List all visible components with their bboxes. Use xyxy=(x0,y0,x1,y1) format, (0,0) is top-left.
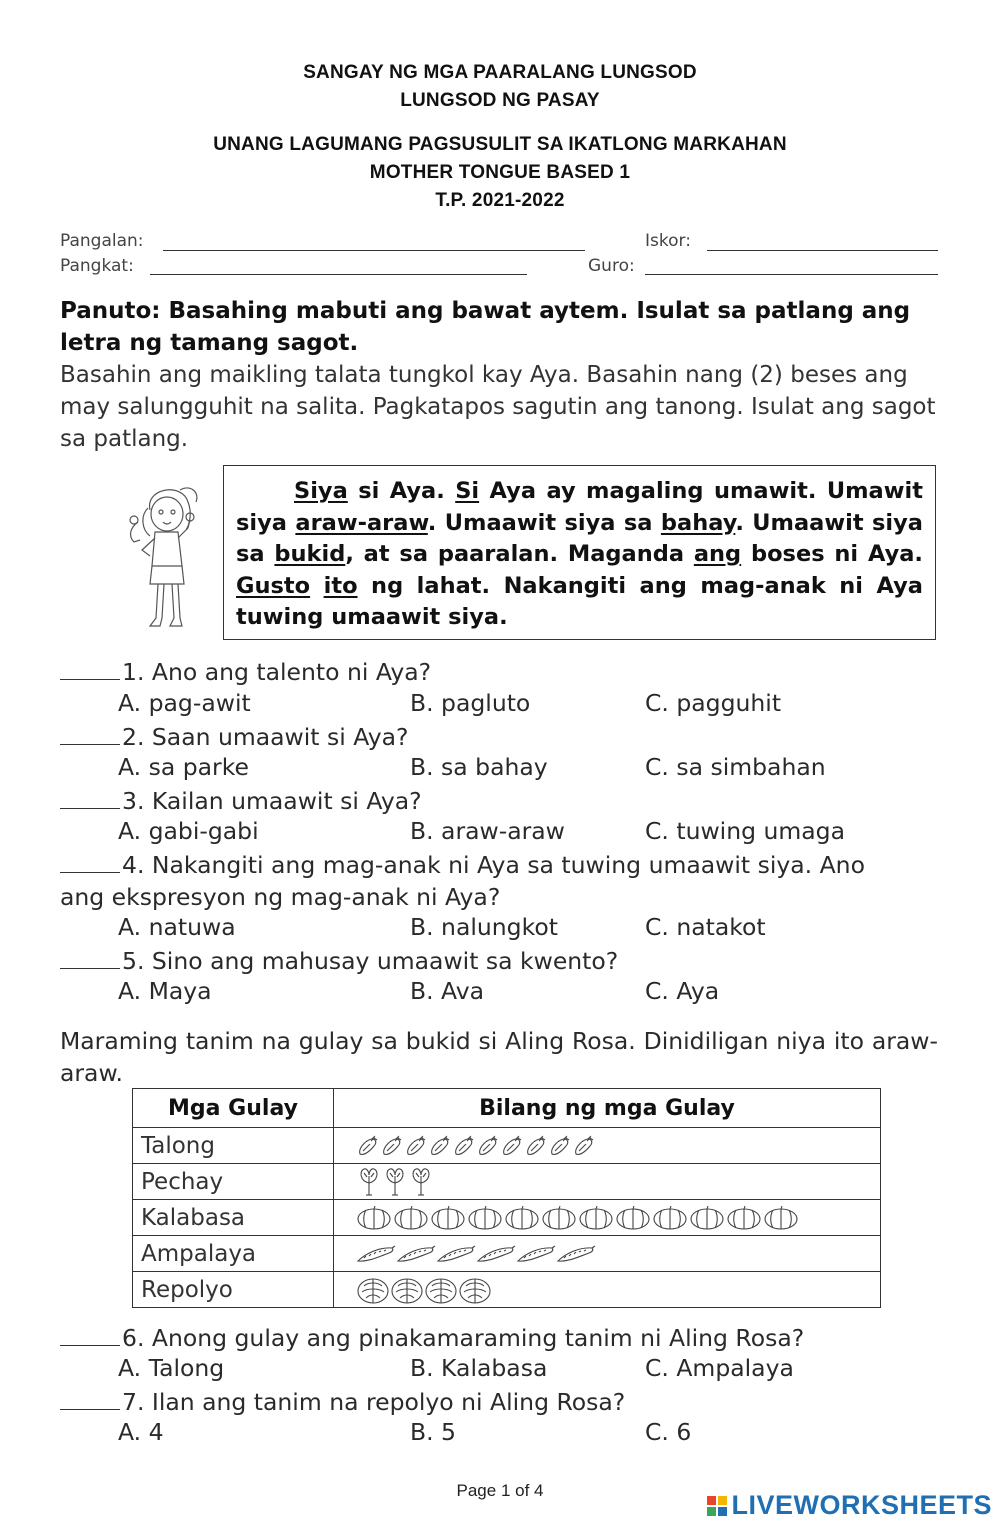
question-5: 5. Sino ang mahusay umaawit sa kwento? xyxy=(60,945,940,977)
eggplant-icon xyxy=(500,1134,524,1158)
city: LUNGSOD NG PASAY xyxy=(400,90,600,111)
subject: MOTHER TONGUE BASED 1 xyxy=(369,162,631,183)
squash-icon xyxy=(763,1205,800,1231)
name-field[interactable] xyxy=(163,250,585,251)
answer-blank-7[interactable] xyxy=(60,1387,120,1410)
story-text: . Umaawit siya sa xyxy=(236,509,923,567)
brand-name: LIVEWORKSHEETS xyxy=(731,1490,992,1520)
veg-name: Pechay xyxy=(133,1164,334,1200)
question-7: 7. Ilan ang tanim na repolyo ni Aling Rosa? xyxy=(60,1386,940,1418)
score-field[interactable] xyxy=(707,250,938,251)
story-word: Siya xyxy=(294,478,348,504)
option-3b: B. araw-araw xyxy=(410,817,565,845)
story-text: si Aya. xyxy=(347,478,456,504)
veg-name: Repolyo xyxy=(133,1272,334,1308)
pechay-icon xyxy=(382,1167,408,1197)
score-label: Iskor: xyxy=(645,231,691,251)
option-7b: B. 5 xyxy=(410,1418,457,1446)
story-text: ng lahat. Nakangiti ang mag-anak ni Aya tuwing umaawit siya. xyxy=(236,572,923,630)
question-6: 6. Anong gulay ang pinakamaraming tanim ni Aling Rosa? xyxy=(60,1322,940,1354)
squash-icon xyxy=(689,1205,726,1231)
bitter-gourd-icon xyxy=(476,1243,516,1265)
question-2: 2. Saan umaawit si Aya? xyxy=(60,721,940,753)
eggplant-icon xyxy=(380,1134,404,1158)
option-7a: A. 4 xyxy=(118,1418,164,1446)
story-word: ito xyxy=(323,572,358,599)
question-3: 3. Kailan umaawit si Aya? xyxy=(60,785,940,817)
girl-singing-illustration xyxy=(120,480,212,635)
squash-icon xyxy=(541,1205,578,1231)
squash-icon xyxy=(652,1205,689,1231)
story-text: boses ni Aya. xyxy=(741,541,923,567)
option-7c: C. 6 xyxy=(645,1418,692,1446)
veg-pictures xyxy=(334,1236,880,1271)
cabbage-icon xyxy=(424,1276,458,1304)
answer-blank-3[interactable] xyxy=(60,786,120,809)
veg-pictures xyxy=(334,1272,880,1307)
option-2a: A. sa parke xyxy=(118,753,249,781)
squash-icon xyxy=(504,1205,541,1231)
col-header-vegetables: Mga Gulay xyxy=(133,1089,334,1128)
squash-icon xyxy=(615,1205,652,1231)
question-4-cont: ang ekspresyon ng mag-anak ni Aya? xyxy=(60,883,501,911)
squash-icon xyxy=(430,1205,467,1231)
option-1c: C. pagguhit xyxy=(645,689,782,717)
name-label: Pangalan: xyxy=(60,231,144,251)
option-3a: A. gabi-gabi xyxy=(118,817,259,845)
story-word: Si xyxy=(455,478,480,504)
veg-name: Ampalaya xyxy=(133,1236,334,1272)
squash-icon xyxy=(356,1205,393,1231)
school-division: SANGAY NG MGA PAARALANG LUNGSOD xyxy=(303,62,697,83)
instructions-bold: Panuto: Basahing mabuti ang bawat aytem. Isulat sa patlang ang letra ng tamang sagot. xyxy=(60,298,911,356)
answer-blank-1[interactable] xyxy=(60,657,120,680)
option-5b: B. Ava xyxy=(410,977,485,1005)
veg-name: Talong xyxy=(133,1128,334,1164)
bitter-gourd-icon xyxy=(516,1243,556,1265)
story-text: , at sa paaralan. Maganda xyxy=(345,541,694,567)
option-2c: C. sa simbahan xyxy=(645,753,826,781)
passage-aling-rosa: Maraming tanim na gulay sa bukid si Aling Rosa. Dinidiligan niya ito araw-araw. xyxy=(60,1027,938,1087)
col-header-count: Bilang ng mga Gulay xyxy=(334,1089,881,1128)
section-label: Pangkat: xyxy=(60,256,134,276)
story-word: Gusto xyxy=(236,572,311,599)
story-text xyxy=(310,573,324,599)
page-number: Page 1 of 4 xyxy=(456,1481,544,1500)
option-3c: C. tuwing umaga xyxy=(645,817,845,845)
story-text: Aya ay magaling umawit. Umawit siya xyxy=(236,478,923,536)
exam-title: UNANG LAGUMANG PAGSUSULIT SA IKATLONG MARKAHAN xyxy=(213,134,787,155)
answer-blank-2[interactable] xyxy=(60,722,120,745)
liveworksheets-icon xyxy=(707,1496,727,1516)
veg-pictures xyxy=(334,1164,880,1199)
story-paragraph xyxy=(224,466,935,634)
liveworksheets-logo[interactable] xyxy=(707,1490,992,1521)
eggplant-icon xyxy=(428,1134,452,1158)
pechay-icon xyxy=(356,1167,382,1197)
story-text: . Umaawit siya sa xyxy=(427,509,661,536)
option-6c: C. Ampalaya xyxy=(645,1354,794,1382)
instructions-text: Basahin ang maikling talata tungkol kay Aya. Basahin nang (2) beses ang may salungguhit na salita. Pagkatapos sagutin ang tanong. Isulat ang sagot sa patlang. xyxy=(60,362,936,452)
option-2b: B. sa bahay xyxy=(410,753,548,781)
question-4: 4. Nakangiti ang mag-anak ni Aya sa tuwing umaawit siya. Ano xyxy=(60,849,940,881)
bitter-gourd-icon xyxy=(436,1243,476,1265)
squash-icon xyxy=(393,1205,430,1231)
eggplant-icon xyxy=(476,1134,500,1158)
eggplant-icon xyxy=(356,1134,380,1158)
option-5c: C. Aya xyxy=(645,977,720,1005)
answer-blank-4[interactable] xyxy=(60,850,120,873)
squash-icon xyxy=(467,1205,504,1231)
eggplant-icon xyxy=(572,1134,596,1158)
teacher-label: Guro: xyxy=(588,256,635,276)
story-word: ang xyxy=(693,541,742,567)
bitter-gourd-icon xyxy=(356,1243,396,1265)
eggplant-icon xyxy=(524,1134,548,1158)
pechay-icon xyxy=(408,1167,434,1197)
option-1a: A. pag-awit xyxy=(118,689,251,717)
bitter-gourd-icon xyxy=(396,1243,436,1265)
option-1b: B. pagluto xyxy=(410,689,531,717)
cabbage-icon xyxy=(356,1276,390,1304)
option-4a: A. natuwa xyxy=(118,913,236,941)
cabbage-icon xyxy=(390,1276,424,1304)
question-1: 1. Ano ang talento ni Aya? xyxy=(60,656,940,688)
option-6b: B. Kalabasa xyxy=(410,1354,548,1382)
veg-name: Kalabasa xyxy=(133,1200,334,1236)
story-box xyxy=(223,465,936,640)
option-4b: B. nalungkot xyxy=(410,913,558,941)
answer-blank-6[interactable] xyxy=(60,1323,120,1346)
option-4c: C. natakot xyxy=(645,913,766,941)
squash-icon xyxy=(578,1205,615,1231)
veg-pictures xyxy=(334,1128,880,1163)
school-year: T.P. 2021-2022 xyxy=(435,190,565,211)
bitter-gourd-icon xyxy=(556,1243,596,1265)
story-word: bahay xyxy=(660,509,736,536)
option-5a: A. Maya xyxy=(118,977,212,1005)
option-6a: A. Talong xyxy=(118,1354,225,1382)
section-field[interactable] xyxy=(150,274,527,275)
answer-blank-5[interactable] xyxy=(60,946,120,969)
veg-pictures xyxy=(334,1200,880,1235)
squash-icon xyxy=(726,1205,763,1231)
vegetable-pictograph-table xyxy=(132,1088,881,1308)
teacher-field[interactable] xyxy=(645,274,938,275)
eggplant-icon xyxy=(404,1134,428,1158)
eggplant-icon xyxy=(452,1134,476,1158)
story-word: araw-araw xyxy=(295,509,428,536)
cabbage-icon xyxy=(458,1276,492,1304)
story-word: bukid xyxy=(274,541,346,567)
eggplant-icon xyxy=(548,1134,572,1158)
